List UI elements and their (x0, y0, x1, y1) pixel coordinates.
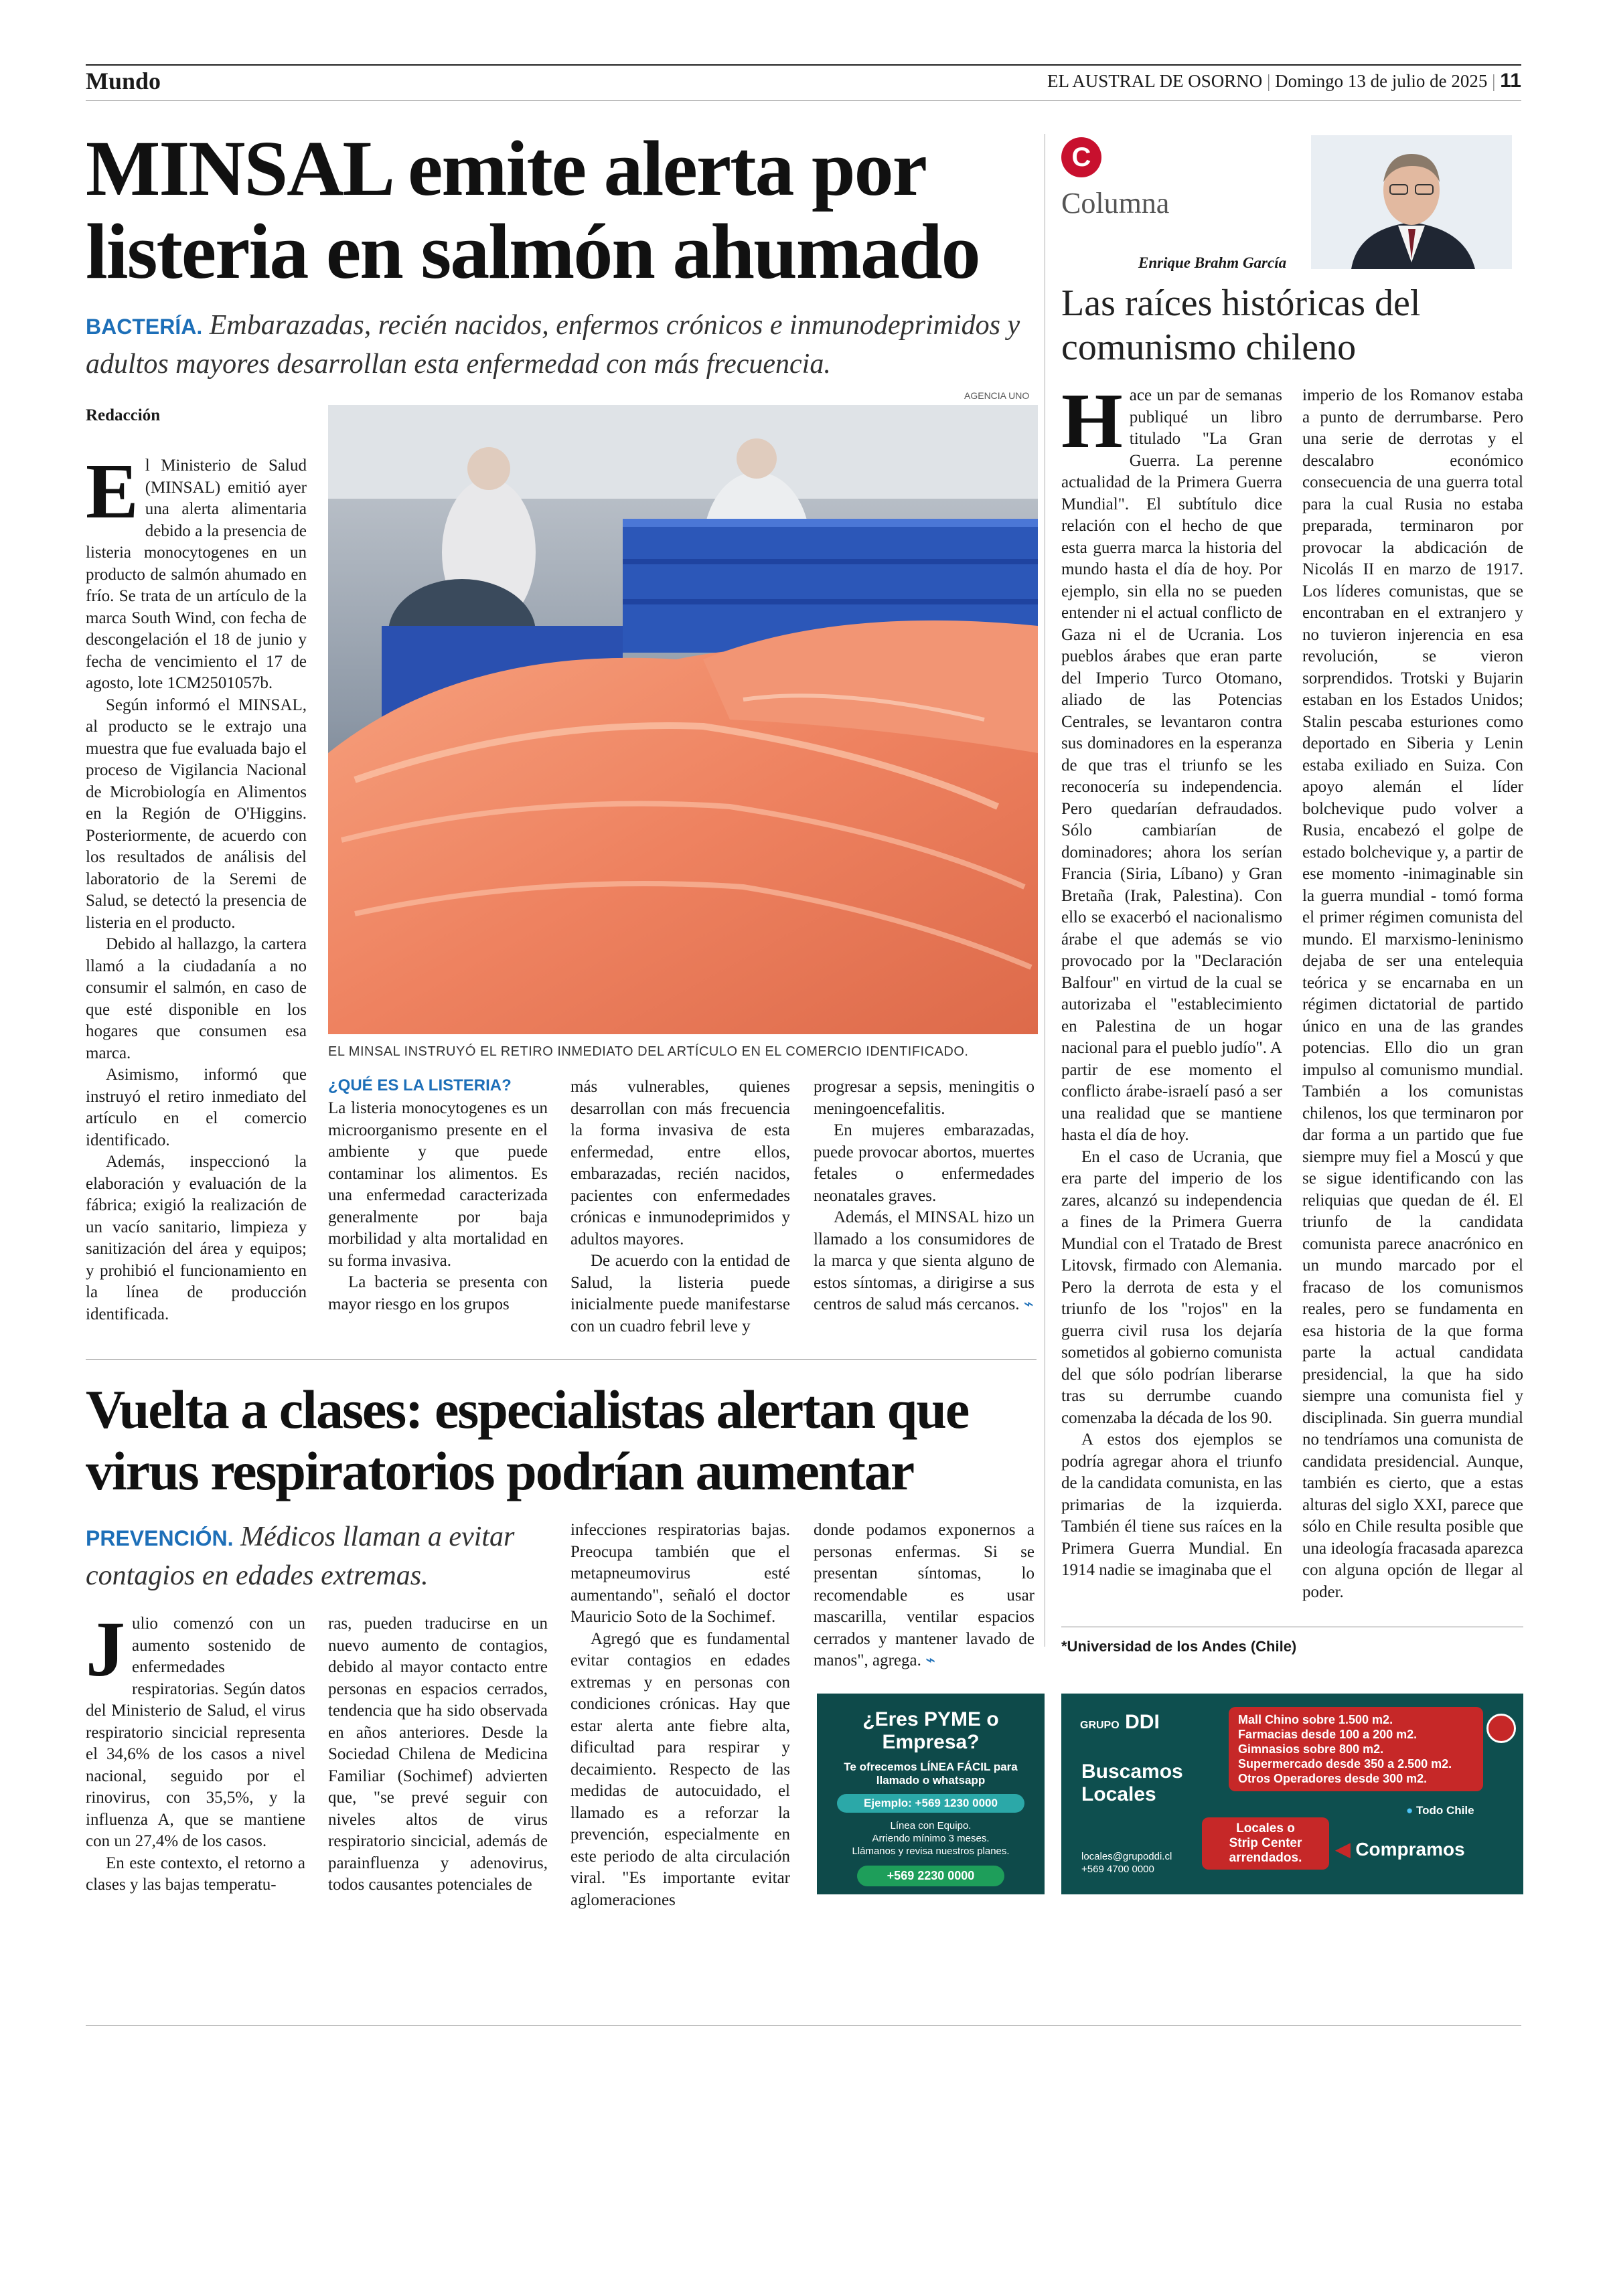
dropcap: E (86, 447, 139, 535)
headline-line: virus respiratorios podrían aumentar (86, 1441, 914, 1501)
ad-brand-small: GRUPO (1080, 1720, 1120, 1731)
paragraph: infecciones respiratorias bajas. Preocupa también que el metapneumovirus esté aumentando", señaló el doctor Mauricio Soto de la Sochimef. (570, 1521, 790, 1626)
dropcap: H (1061, 377, 1123, 465)
end-mark-icon: ⌁ (925, 1651, 936, 1669)
ad-list-item: Farmacias desde 100 a 200 m2. (1238, 1728, 1418, 1741)
ad-buy (1336, 1838, 1465, 1860)
page-number: 11 (1500, 70, 1521, 92)
location-pin-icon (1486, 1714, 1516, 1743)
article2-col3 (570, 1520, 790, 1911)
ad-list-item: Otros Operadores desde 300 m2. (1238, 1772, 1428, 1785)
salmon-fillet-image (328, 405, 1038, 1034)
ad-title-line: ¿Eres PYME o (862, 1708, 999, 1730)
ad-brand (1080, 1711, 1160, 1734)
paragraph: más vulnerables, quienes desarrollan con más frecuencia la forma invasiva de esta enfermedad, entre ellos, embarazadas, recién nacidos, pacientes con enfermedades crónicas e inmunodeprimidos y adultos mayores. (570, 1078, 790, 1248)
paragraph: De acuerdo con la entidad de Salud, la listeria puede inicialmente puede manifestarse con un cuadro febril leve y (570, 1252, 790, 1335)
kicker-text: Embarazadas, recién nacidos, enfermos crónicos e inmunodeprimidos y adultos mayores desarrollan esta enfermedad con más frecuencia. (86, 310, 1020, 380)
ad-list-item: Gimnasios sobre 800 m2. (1238, 1742, 1384, 1756)
paragraph: Además, inspeccionó la elaboración y evaluación de la fábrica; exigió la realización de un vacío sanitario, limpieza y sanitización del área y equipos; y prohibió el funcionamiento en la línea de producción identificada. (86, 1153, 307, 1323)
section-label: Mundo (86, 68, 161, 94)
article2-kicker (86, 1518, 554, 1594)
ad-title (817, 1708, 1045, 1754)
kicker-tag: PREVENCIÓN. (86, 1526, 234, 1550)
photo-credit: AGENCIA UNO (964, 390, 1030, 401)
article1-col1 (86, 447, 307, 1325)
paragraph: Además, el MINSAL hizo un llamado a los consumidores de la marca y que sienta alguno de estos síntomas, a dirigirse a sus centros de salud más cercanos. (814, 1208, 1035, 1313)
author-photo (1311, 135, 1512, 269)
paragraph: ace un par de semanas publiqué un libro titulado "La Gran Guerra. La perenne actualidad de la Primera Guerra Mundial". El subtítulo dice relación con el hecho de que esta guerra marca la historia del mundo hasta el día de hoy. Por ejemplo, sin ella no se pueden entender ni el actual conflicto de Gaza ni el de Ucrania. Los pueblos árabes que eran parte del Imperio Turco Otomano, aliado de las Potencias Centrales, se levantaron contra sus dominadores en la esperanza de que tras el triunfo se les reconocería su independencia. Pero quedarían defraudados. Sólo cambiarían de dominadores; ahora los serían Francia (Siria, Líbano) y Gran Bretaña (Irak, Palestina). Con ello se exacerbó el nacionalismo árabe el que además se vio provocado por la "Declaración Balfour" en virtud de la cual se autorizaba el "establecimiento en Palestina de un hogar nacional para el pueblo judío". A partir de ese momento el conflicto árabe-israelí pasó a ser una realidad que se mantiene hasta el día de hoy. (1061, 386, 1282, 1144)
ad-email[interactable]: locales@grupoddi.cl (1081, 1851, 1172, 1862)
article1-kicker (86, 307, 1037, 383)
ad-box-line: arrendados. (1229, 1851, 1302, 1865)
article2-headline (86, 1379, 1023, 1502)
end-mark-icon: ⌁ (1023, 1295, 1034, 1313)
article2-col4 (814, 1520, 1035, 1672)
paragraph: imperio de los Romanov estaba a punto de derrumbarse. Pero una serie de derrotas y el descalabro económico consecuencia de una guerra total para la cual Rusia no estaba preparada, terminaron por provocar la abdicación de Nicolás II en marzo de 1917. Los líderes comunistas, que se encontraban en el extranjero y no tuvieron injerencia en esa revolución, se vieron sorprendidos. Trotski y Bujarin estaban en los Estados Unidos; Stalin pescaba esturiones como deportado en Siberia y Lenin estaba exiliado en Suiza. Con apoyo alemán el líder bolchevique pudo volver a Rusia, encabezó el golpe de estado bolchevique y, a partir de ese momento -inimaginable sin la guerra mundial - tomó forma el primer régimen comunista del mundo. El marxismo-leninismo dejaba de ser una entelequia teórica y se encarnaba en un régimen dictatorial de partido único en una de las grandes potencias. Ello dio un gran impulso al comunismo mundial. También a los comunistas chilenos, los que terminaron por dar forma a un partido que fue siempre muy fiel a Moscú y que se sigue identificando con las reliquias que quedan de él. El triunfo de la candidata comunista parece anacrónico en un mundo marcado por el fracaso de los comunismos reales, pero se fundamenta en esa historia de la que forma parte la actual candidata presidencial, la que ha sido siempre una comunista fiel y disciplinada. Sin guerra mundial no tendríamos una comunista de candidata presidencial. Aunque, también es cierto, que a estas alturas del siglo XXI, parece que sólo en Chile resulta posible que una ideología fracasada aparezca con alguna opción de llegar al poder. (1302, 386, 1523, 1601)
paragraph: En mujeres embarazadas, puede provocar abortos, muertes fetales o enfermedades neonatales graves. (814, 1121, 1035, 1205)
top-rule (86, 64, 1521, 66)
ad-box-line: Strip Center (1229, 1836, 1302, 1850)
article1-headline (86, 127, 1023, 293)
ad-region (1406, 1804, 1474, 1817)
ad-contact[interactable] (1081, 1850, 1172, 1876)
ad-buy-text: Compramos (1355, 1839, 1465, 1860)
ad-box-line: Locales o (1236, 1821, 1295, 1835)
paragraph: Según informó el MINSAL, al producto se le extrajo una muestra que fue evaluada bajo el proceso de Vigilancia Nacional de Microbiología en Alimentos en la Región de O'Higgins. Posteriormente, de acuerdo con los resultados de análisis del laboratorio de la Seremi de Salud, se detectó la presencia de listeria en el producto. (86, 695, 307, 932)
paragraph: La listeria monocytogenes es un microorganismo presente en el ambiente y que puede contaminar los alimentos. Es una enfermedad caracterizada generalmente por baja morbilidad y alta mortalidad en su forma invasiva. (328, 1099, 548, 1270)
ad-list (1229, 1707, 1483, 1791)
pin-icon: ● (1406, 1804, 1413, 1817)
paragraph: progresar a sepsis, meningitis o meningoencefalitis. (814, 1078, 1035, 1118)
paragraph: Debido al hallazgo, la cartera llamó a la ciudadanía a no consumir el salmón, en caso de que esté disponible en los hogares que consumen esa marca. (86, 935, 307, 1062)
ad-bullets (817, 1819, 1045, 1858)
paragraph: En este contexto, el retorno a clases y las bajas temperatu- (86, 1854, 305, 1894)
ad-pyme[interactable] (817, 1694, 1045, 1894)
ad-phone-button[interactable]: +569 2230 0000 (857, 1866, 1004, 1886)
paragraph: l Ministerio de Salud (MINSAL) emitió ayer una alerta alimentaria debido a la presencia de listeria monocytogenes en un producto de salmón ahumado en frío. Se trata de un artículo de la marca South Wind, con fecha de descongelación el 18 de junio y fecha de vencimiento el 17 de agosto, lote 1CM2501057b. (86, 457, 307, 692)
headline-line: listeria en salmón ahumado (86, 208, 980, 295)
ad-list-item: Mall Chino sobre 1.500 m2. (1238, 1713, 1393, 1726)
paragraph: La bacteria se presenta con mayor riesgo en los grupos (328, 1273, 548, 1313)
ad-bullet: Arriendo mínimo 3 meses. (872, 1833, 990, 1844)
ad-example: Ejemplo: +569 1230 0000 (837, 1794, 1024, 1813)
bottom-rule (86, 2025, 1521, 2026)
kicker-text: Médicos llaman a evitar contagios en edades extremas. (86, 1522, 515, 1591)
ad-headline (1081, 1760, 1183, 1806)
ad-list-item: Supermercado desde 350 a 2.500 m2. (1238, 1757, 1452, 1771)
ad-region-text: Todo Chile (1416, 1804, 1474, 1817)
ad-ddi[interactable] (1061, 1694, 1523, 1894)
article2-col2 (328, 1613, 548, 1896)
column-badge-icon: C (1061, 137, 1101, 177)
paragraph: Asimismo, informó que instruyó el retiro inmediato del artículo en el comercio identificado. (86, 1066, 307, 1149)
issue-date: Domingo 13 de julio de 2025 (1275, 71, 1488, 91)
paragraph: donde podamos exponernos a personas enfermas. Si se presentan síntomas, lo recomendable es usar mascarilla, ventilar espacios cerrados y mantener lavado de manos", agrega. (814, 1521, 1035, 1669)
paragraph: ras, pueden traducirse en un nuevo aumento de contagios, debido al mayor contacto entre personas en espacios cerrados, tendencia que ha sido observada en años anteriores. Desde la Sociedad Chilena de Medicina Familiar (Sochimef) advierten que, "se prevé seguir con niveles altos de virus respiratorio sincicial, además de parainfluenza y adenovirus, todos causantes potenciales de (328, 1615, 548, 1894)
ad-bullet: Línea con Equipo. (890, 1820, 972, 1831)
column-footer: *Universidad de los Andes (Chile) (1061, 1638, 1297, 1655)
column-col1 (1061, 377, 1282, 1582)
dropcap: J (86, 1605, 125, 1693)
byline: Redacción (86, 406, 161, 424)
article-divider (86, 1359, 1037, 1360)
ad-phone[interactable]: +569 4700 0000 (1081, 1864, 1154, 1875)
ad-headline-line: Locales (1081, 1783, 1156, 1805)
article2-col1 (86, 1605, 305, 1896)
author-portrait (1311, 135, 1512, 269)
arrow-left-icon: ◀ (1336, 1839, 1351, 1860)
headline-line: Vuelta a clases: especialistas alertan que (86, 1379, 969, 1440)
column-label: Columna (1061, 187, 1170, 220)
ad-brand-name: DDI (1125, 1711, 1160, 1733)
headline-line: MINSAL emite alerta por (86, 125, 926, 212)
article1-col4 (814, 1076, 1035, 1316)
ad-box (1202, 1817, 1329, 1870)
newspaper-name: EL AUSTRAL DE OSORNO (1047, 71, 1263, 91)
article1-col2 (328, 1098, 548, 1315)
salmon-photo (328, 405, 1038, 1034)
photo-caption: EL MINSAL INSTRUYÓ EL RETIRO INMEDIATO DEL ARTÍCULO EN EL COMERCIO IDENTIFICADO. (328, 1044, 969, 1059)
subhead: ¿QUÉ ES LA LISTERIA? (328, 1076, 512, 1094)
header-rule (86, 100, 1521, 101)
ad-headline-line: Buscamos (1081, 1760, 1183, 1783)
ad-title-line: Empresa? (882, 1731, 980, 1753)
paragraph: En el caso de Ucrania, que era parte del imperio de los zares, alcanzó su independencia a fines de la Primera Guerra Mundial con el Tratado de Brest Litovsk, firmado con Alemania. Pero la derrota de esta y el triunfo de los "rojos" en la guerra civil rusa los dejaría sometidos al gobierno comunista del que sólo podrían liberarse tras su derrumbe cuando comenzaba la década de los 90. (1061, 1147, 1282, 1427)
paragraph: ulio comenzó con un aumento sostenido de enfermedades respiratorias. Según datos del Ministerio de Salud, el virus respiratorio sincicial representa el 34,6% de los casos a nivel nacional, seguido por el rinovirus, con 35,5%, y la influenza A, que se mantiene con un 27,4% de los casos. (86, 1615, 305, 1850)
masthead-info: EL AUSTRAL DE OSORNO | Domingo 13 de julio de 2025 | 11 (1047, 70, 1521, 92)
ad-bullet: Llámanos y revisa nuestros planes. (852, 1846, 1010, 1857)
kicker-tag: BACTERÍA. (86, 315, 203, 339)
column-col2 (1302, 385, 1523, 1603)
column-author: Enrique Brahm García (1138, 254, 1287, 271)
ad-offer: Te ofrecemos LÍNEA FÁCIL para llamado o whatsapp (844, 1760, 1018, 1787)
paragraph: Agregó que es fundamental evitar contagios en edades extremas y en personas con condiciones crónicas. Hay que estar alerta ante fiebre alta, dificultad para respirar y decaimiento. Respecto de las medidas de autocuidado, el llamado es a reforzar la prevención, especialmente en este periodo de alta circulación viral. "Es importante evitar aglomeraciones (570, 1629, 790, 1909)
paragraph: A estos dos ejemplos se podría agregar ahora el triunfo de la candidata comunista, en las primarias de la izquierda. También él tiene sus raíces en la Primera Guerra Mundial. En 1914 nadie se imaginaba que el (1061, 1430, 1282, 1579)
column-title: Las raíces históricas del comunismo chileno (1061, 282, 1421, 368)
article1-col3 (570, 1076, 790, 1337)
